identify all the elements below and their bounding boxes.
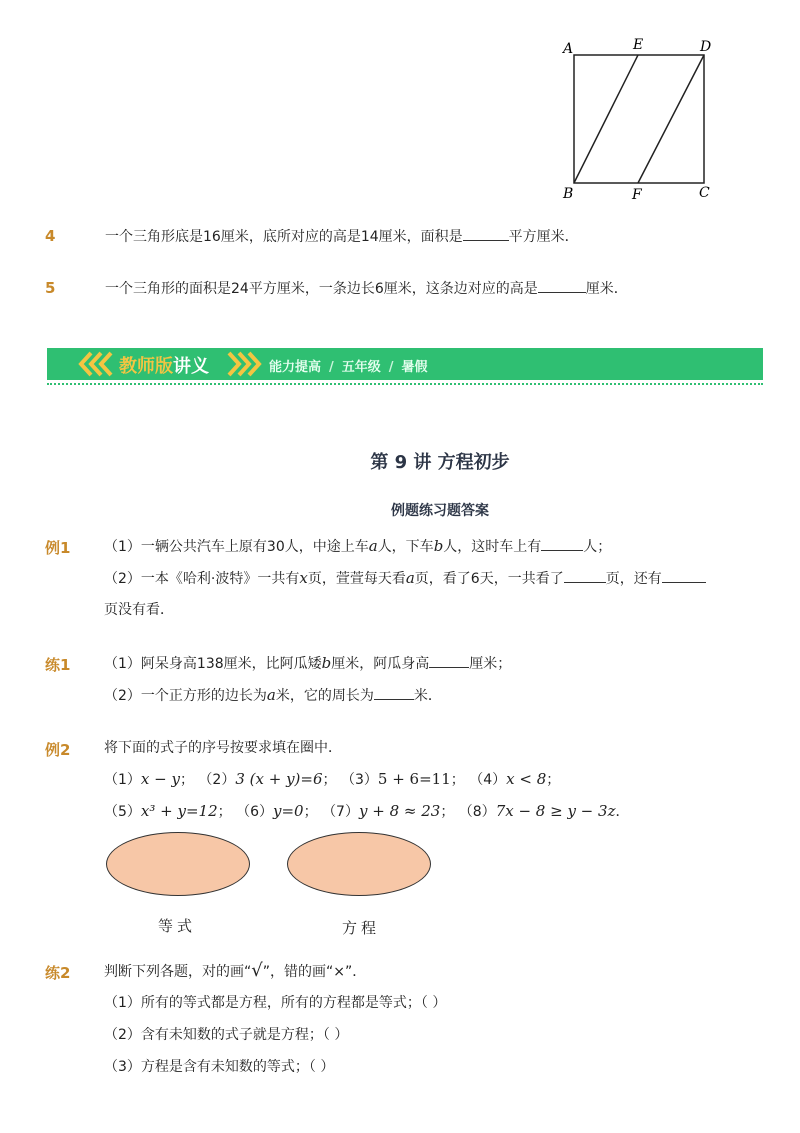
expression: y + 8 ≈ 23 bbox=[358, 802, 441, 820]
variable: x bbox=[299, 569, 308, 587]
banner-title bbox=[119, 352, 209, 378]
answer-blank[interactable] bbox=[564, 568, 606, 583]
expression: 3 (x + y)=6 bbox=[235, 770, 323, 788]
question-5-part-b: 厘米． bbox=[585, 281, 628, 297]
chevrons-right-icon bbox=[223, 351, 263, 377]
breadcrumb-item: 能力提高 bbox=[269, 360, 322, 375]
practice-1-label: 练1 bbox=[45, 656, 71, 674]
example-1-line-2 bbox=[104, 568, 706, 589]
variable: b bbox=[321, 654, 332, 672]
variable: a bbox=[266, 686, 276, 704]
expression: y=0 bbox=[273, 802, 304, 820]
chevrons-left-icon bbox=[77, 351, 117, 377]
breadcrumb-separator: / bbox=[388, 360, 394, 375]
text-segment: 米． bbox=[413, 688, 442, 704]
variable: a bbox=[405, 569, 415, 587]
label-C: C bbox=[699, 185, 710, 201]
practice-2-item-1: （1）所有的等式都是方程，所有的方程都是等式；（ ） bbox=[104, 995, 447, 1011]
example-1-label: 例1 bbox=[45, 539, 71, 557]
label-A: A bbox=[563, 41, 574, 57]
variable: b bbox=[433, 537, 444, 555]
separator: ； bbox=[450, 772, 465, 788]
question-4-part-a: 一个三角形底是16厘米，底所对应的高是14厘米，面积是 bbox=[105, 229, 463, 245]
text-segment: （2）一本《哈利·波特》一共有 bbox=[104, 571, 300, 587]
practice-2-intro bbox=[104, 961, 366, 982]
text-segment: 页，看了6天，一共看了 bbox=[414, 571, 564, 587]
text-segment: 人； bbox=[583, 539, 612, 555]
item-index: （2） bbox=[198, 772, 236, 788]
question-5-text bbox=[105, 278, 628, 299]
separator: ； bbox=[179, 772, 194, 788]
item-index: （1） bbox=[104, 772, 141, 788]
example-1-line-1 bbox=[104, 536, 611, 557]
question-5-part-a: 一个三角形的面积是24平方厘米，一条边长6厘米，这条边对应的高是 bbox=[105, 281, 538, 297]
answer-blank[interactable] bbox=[374, 685, 414, 700]
item-index: （6） bbox=[236, 804, 274, 820]
answer-blank[interactable] bbox=[662, 568, 706, 583]
text-segment: （2）一个正方形的边长为 bbox=[104, 688, 267, 704]
expression: x − y bbox=[140, 770, 180, 788]
question-4-part-b: 平方厘米． bbox=[508, 229, 579, 245]
separator: ； bbox=[440, 804, 455, 820]
practice-2-item-3: （3）方程是含有未知数的等式；（ ） bbox=[104, 1059, 335, 1075]
question-5-number: 5 bbox=[45, 279, 56, 297]
label-D: D bbox=[700, 39, 712, 55]
separator: ． bbox=[615, 804, 630, 820]
text-segment: ”，错的画“×”． bbox=[262, 964, 367, 980]
label-E: E bbox=[633, 37, 644, 53]
example-2-expressions-row-2 bbox=[104, 801, 629, 822]
banner-title-b: 讲义 bbox=[173, 356, 209, 377]
text-segment: （1）阿呆身高138厘米，比阿瓜矮 bbox=[104, 656, 322, 672]
answer-blank[interactable] bbox=[538, 278, 586, 293]
text-segment: 判断下列各题，对的画“ bbox=[104, 964, 252, 980]
square-figure bbox=[555, 35, 725, 205]
breadcrumb-item: 暑假 bbox=[401, 360, 428, 375]
text-segment: （1）一辆公共汽车上原有30人，中途上车 bbox=[104, 539, 369, 555]
text-segment: 厘米； bbox=[469, 656, 512, 672]
separator: ； bbox=[322, 772, 337, 788]
separator: ； bbox=[546, 772, 561, 788]
example-2-label: 例2 bbox=[45, 741, 71, 759]
text-segment: 人，这时车上有 bbox=[443, 539, 542, 555]
item-index: （7） bbox=[322, 804, 359, 820]
equality-set-ellipse[interactable] bbox=[106, 832, 250, 896]
section-banner bbox=[47, 348, 763, 380]
breadcrumb-separator: / bbox=[329, 360, 334, 375]
expression: x³ + y=12 bbox=[140, 802, 218, 820]
square-outline bbox=[574, 55, 704, 183]
expression: 7x − 8 ≥ y − 3z bbox=[495, 802, 616, 820]
text-segment: 人，下车 bbox=[377, 539, 434, 555]
item-index: （4） bbox=[469, 772, 507, 788]
check-mark-icon: √ bbox=[251, 960, 263, 981]
text-segment: 页，萱萱每天看 bbox=[307, 571, 406, 587]
label-B: B bbox=[563, 186, 574, 202]
practice-1-line-2 bbox=[104, 685, 442, 706]
breadcrumb-item: 五年级 bbox=[341, 360, 381, 375]
text-segment: 米，它的周长为 bbox=[275, 688, 374, 704]
expression: x < 8 bbox=[506, 770, 547, 788]
section-title: 例题练习题答案 bbox=[391, 503, 489, 519]
label-F: F bbox=[632, 187, 642, 203]
answer-blank[interactable] bbox=[429, 653, 469, 668]
segment-EB bbox=[574, 55, 638, 183]
caption-equality: 等式 bbox=[158, 917, 197, 935]
text-segment: 页，还有 bbox=[605, 571, 662, 587]
item-index: （8） bbox=[458, 804, 496, 820]
breadcrumb bbox=[269, 356, 428, 375]
expression: 5 + 6=11 bbox=[377, 770, 451, 788]
item-index: （3） bbox=[340, 772, 378, 788]
banner-divider bbox=[47, 383, 763, 385]
question-4-number: 4 bbox=[45, 227, 56, 245]
separator: ； bbox=[217, 804, 232, 820]
answer-blank[interactable] bbox=[463, 226, 509, 241]
segment-DF bbox=[638, 55, 704, 183]
answer-blank[interactable] bbox=[541, 536, 583, 551]
example-2-expressions-row-1 bbox=[104, 769, 560, 790]
caption-equation: 方程 bbox=[342, 919, 381, 937]
variable: a bbox=[368, 537, 378, 555]
practice-2-label: 练2 bbox=[45, 964, 71, 982]
separator: ； bbox=[303, 804, 318, 820]
banner-title-a: 教师版 bbox=[119, 356, 173, 377]
lecture-title: 第 9 讲 方程初步 bbox=[370, 452, 510, 473]
item-index: （5） bbox=[104, 804, 141, 820]
practice-1-line-1 bbox=[104, 653, 511, 674]
example-1-line-3: 页没有看． bbox=[104, 602, 174, 618]
example-2-intro: 将下面的式子的序号按要求填在圈中． bbox=[104, 740, 342, 756]
question-4-text bbox=[105, 226, 579, 247]
equation-set-ellipse[interactable] bbox=[287, 832, 431, 896]
text-segment: 厘米，阿瓜身高 bbox=[331, 656, 430, 672]
practice-2-item-2: （2）含有未知数的式子就是方程；（ ） bbox=[104, 1027, 349, 1043]
